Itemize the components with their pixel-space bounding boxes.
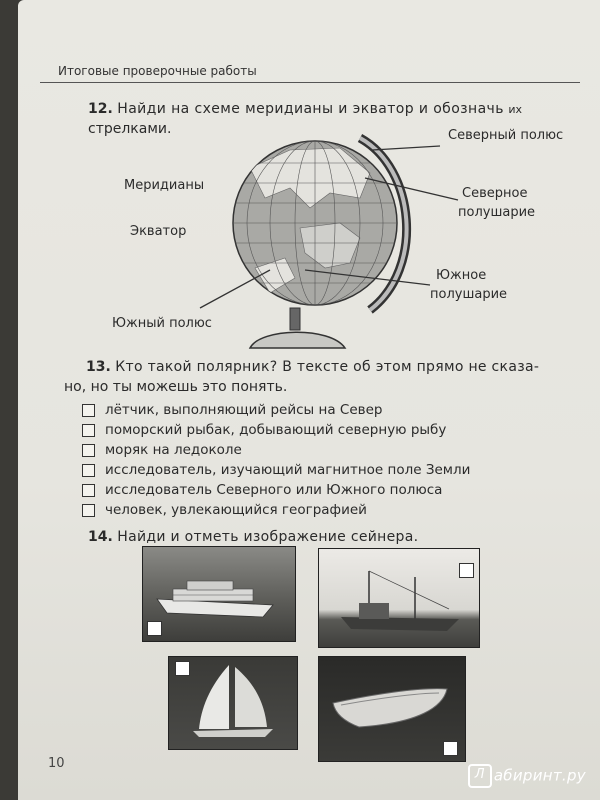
labirint-logo-icon: Л (468, 764, 492, 788)
q13-option-2[interactable] (82, 422, 446, 438)
label-northern-hemisphere-2: полушарие (458, 205, 536, 220)
q14-text (88, 528, 418, 546)
photo-sailboat (168, 656, 298, 750)
page-number: 10 (48, 756, 65, 771)
q12-prompt: Найди на схеме меридианы и экватор и обозначь (117, 101, 504, 117)
q13-option-1[interactable] (82, 402, 382, 418)
page-header: Итоговые проверочные работы (58, 64, 257, 78)
q12-text-line2: стрелками. (88, 121, 172, 137)
option-label: поморский рыбак, добывающий северную рыбу (105, 422, 447, 438)
q13-prompt: Кто такой полярник? В тексте об этом прямо не сказа- (115, 359, 540, 375)
q13-text-line2: но, но ты можешь это понять. (64, 379, 288, 395)
q12-prompt-tail: их (508, 103, 522, 116)
label-southern-hemisphere-1: Южное (436, 268, 487, 283)
checkbox[interactable] (82, 404, 95, 417)
photo-cruise-ship (142, 546, 296, 642)
photo-checkbox[interactable] (147, 621, 162, 636)
watermark (468, 764, 586, 788)
option-label: моряк на ледоколе (105, 442, 242, 458)
cruise-ship-icon (143, 547, 295, 641)
q13-option-3[interactable] (82, 442, 242, 458)
photo-seiner (318, 548, 480, 648)
q13-number: 13. (86, 359, 111, 375)
option-label: лётчик, выполняющий рейсы на Север (105, 402, 383, 418)
photo-checkbox[interactable] (443, 741, 458, 756)
option-label: человек, увлекающийся географией (105, 502, 367, 518)
photo-checkbox[interactable] (459, 563, 474, 578)
label-southern-hemisphere-2: полушарие (430, 287, 508, 302)
q14-number: 14. (88, 529, 113, 545)
q12-number: 12. (88, 101, 113, 117)
photo-checkbox[interactable] (175, 661, 190, 676)
label-south-pole: Южный полюс (112, 316, 212, 331)
label-meridians: Меридианы (124, 178, 205, 193)
q13-option-5[interactable] (82, 482, 442, 498)
q13-option-4[interactable] (82, 462, 470, 478)
q13-option-6[interactable] (82, 502, 367, 518)
photo-rowboat (318, 656, 466, 762)
option-label: исследователь, изучающий магнитное поле Земли (105, 462, 471, 478)
watermark-text: абиринт.ру (493, 766, 586, 785)
option-label: исследователь Северного или Южного полюса (105, 482, 443, 498)
label-equator: Экватор (130, 224, 187, 239)
seiner-boat-icon (319, 549, 479, 647)
checkbox[interactable] (82, 464, 95, 477)
label-north-pole: Северный полюс (448, 128, 564, 143)
q14-prompt: Найди и отметь изображение сейнера. (117, 529, 419, 545)
checkbox[interactable] (82, 484, 95, 497)
label-northern-hemisphere-1: Северное (462, 186, 528, 201)
q13-text-line1 (86, 358, 586, 376)
checkbox[interactable] (82, 444, 95, 457)
checkbox[interactable] (82, 424, 95, 437)
checkbox[interactable] (82, 504, 95, 517)
